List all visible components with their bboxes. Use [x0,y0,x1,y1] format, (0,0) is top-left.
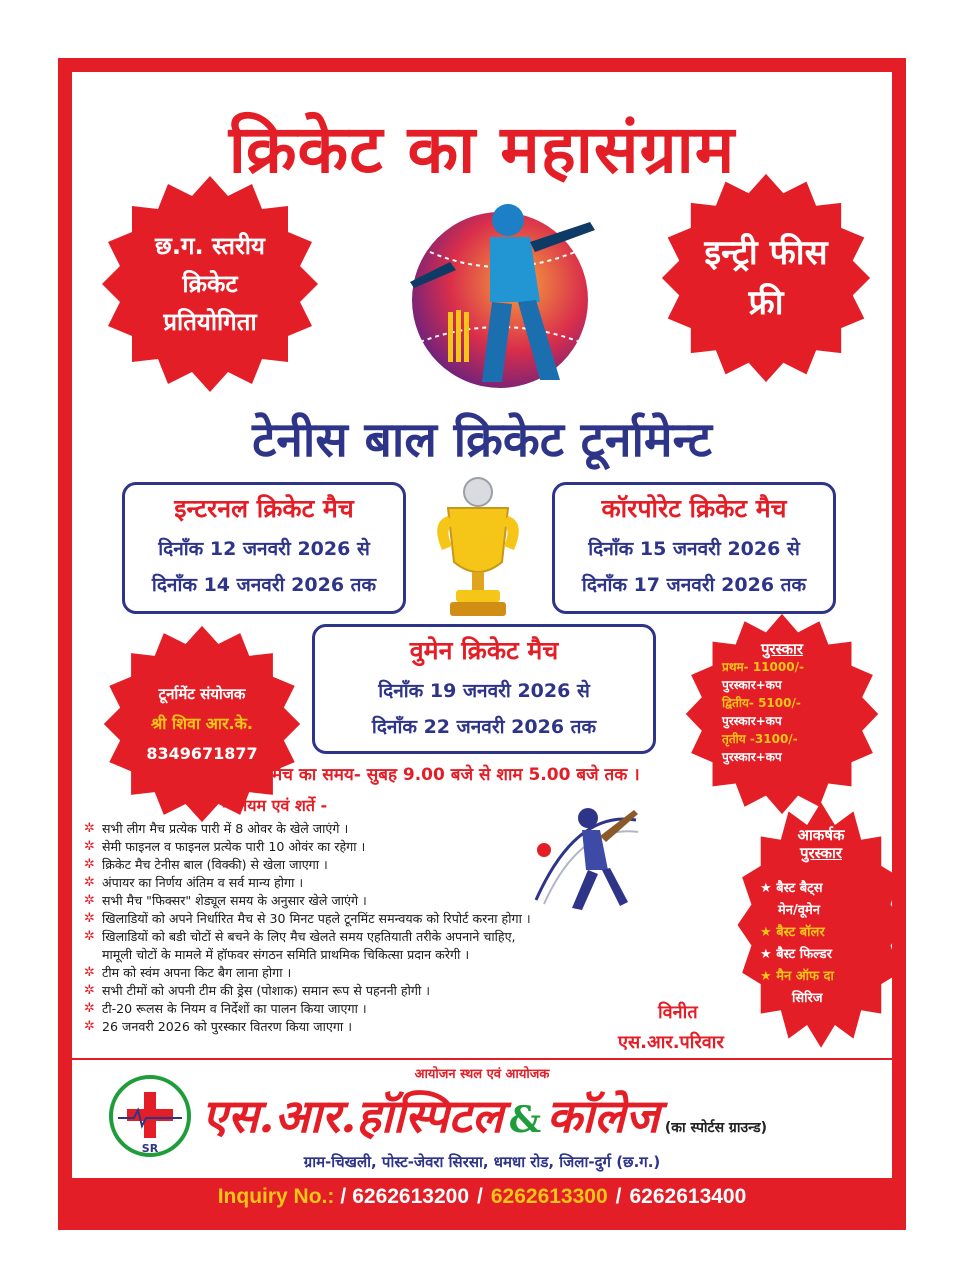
prizes-badge [684,612,880,816]
organizer-phone: 8349671877 [146,744,258,763]
attractive-item: ★ बैस्ट बैट्स [760,881,823,896]
rule-item: मामूली चोटों के मामले में हॉफवर संगठन समिति प्राथमिक चिकित्सा प्रदान करेगी । [102,947,470,962]
rule-item: ✲ सभी टीमों को अपनी टीम की ड्रेस (पोशाक) समान रूप से पहननी होगी । [84,983,430,998]
inquiry-label: Inquiry No.: [217,1185,335,1208]
inquiry-number-2[interactable]: 6262613300 [490,1185,608,1208]
star-icon: ★ [760,881,777,896]
women-match-from: दिनाँक 19 जनवरी 2026 से [378,680,590,702]
women-match-to: दिनाँक 22 जनवरी 2026 तक [371,716,597,738]
attractive-heading-2: पुरस्कार [799,844,843,862]
entry-fee-line2: फ्री [748,283,784,323]
rule-item: ✲ सभी मैच "फिक्सर" शेड्यूल समय के अनुसार खेले जाएंगे । [84,893,367,908]
rule-item: ✲ अंपायर का निर्णय अंतिम व सर्व मान्य होगा । [84,875,304,890]
corporate-match-box [552,482,836,614]
hospital-name: एस.आर.हॉस्पिटल [202,1089,504,1143]
attractive-item: ★ बैस्ट फिल्डर [760,947,832,962]
prize-first-sub: पुरस्कार+कप [722,678,782,692]
rule-item: ✲ 26 जनवरी 2026 को पुरस्कार वितरण किया जाएगा । [84,1019,352,1034]
prize-third-sub: पुरस्कार+कप [722,750,782,764]
hospital-amp: & [508,1099,542,1141]
inquiry-sep: / [340,1185,347,1208]
batsman-illustration [390,192,610,392]
prizes-heading: पुरस्कार [760,640,804,658]
inquiry-bar [72,1178,892,1216]
internal-match-box [122,482,406,614]
women-match-box [312,624,656,754]
prize-second-sub: पुरस्कार+कप [722,714,782,728]
hospital-suffix: (का स्पोर्टस ग्राउन्ड) [664,1120,768,1136]
attractive-item: मेन/वूमेन [778,903,820,918]
level-badge-line2: क्रिकेट [182,270,238,298]
prize-third: तृतीय -3100/- [722,732,798,746]
hospital-logo [108,1074,192,1158]
prize-second: द्वितीय- 5100/- [722,696,801,710]
footer-divider [72,1058,892,1060]
signoff-label: विनीत [658,1002,698,1023]
inquiry-sep: / [615,1185,622,1208]
corporate-match-from: दिनाँक 15 जनवरी 2026 से [588,538,800,560]
prize-first: प्रथम- 11000/- [722,660,804,674]
hospital-name-row [202,1084,902,1146]
rule-item: ✲ टीम को स्वंम अपना किट बैग लाना होगा । [84,965,292,980]
rule-item: ✲ खिलाडियों को अपने निर्धारित मैच से 30 मिनट पहले टूनमिंट समन्वयक को रिपोर्ट करना होगा । [84,911,531,926]
star-icon: ★ [760,947,777,962]
entry-fee-line1: इन्ट्री फीस [704,233,828,273]
corporate-match-to: दिनाँक 17 जनवरी 2026 तक [581,574,807,596]
hospital-college: कॉलेज [546,1089,660,1143]
inquiry-number-1[interactable]: 6262613200 [352,1185,470,1208]
attractive-item: ★ बैस्ट बॉलर [760,925,825,940]
rule-item: ✲ सेमी फाइनल व फाइनल प्रत्येक पारी 10 ओवंर का रहेगा । [84,839,366,854]
organizer-name: श्री शिवा आर.के. [150,714,254,733]
rule-item: ✲ टी-20 रूलस के नियम व निर्देशों का पालन किया जाएगा । [84,1001,367,1016]
rule-item: ✲ खिलाडियों को बडी चोटों से बचने के लिए मैच खेलते समय एहतियाती तरीके अपनाने चाहिए, [84,929,516,944]
attractive-heading-1: आकर्षक [797,826,845,844]
women-match-heading: वुमेन क्रिकेट मैच [409,636,559,665]
star-icon: ★ [760,925,777,940]
level-badge-line1: छ.ग. स्तरीय [155,232,265,260]
internal-match-to: दिनाँक 14 जनवरी 2026 तक [151,574,377,596]
venue-label: आयोजन स्थल एवं आयोजक [414,1067,550,1082]
batsman-sketch-icon [516,790,646,920]
address: ग्राम-चिखली, पोस्ट-जेवरा सिरसा, धमधा रोड, जिला-दुर्ग (छ.ग.) [303,1153,661,1171]
attractive-prizes-badge [736,800,906,1050]
attractive-item: सिरिज [792,991,823,1006]
poster-frame [58,58,906,1230]
corporate-match-heading: कॉरपोरेट क्रिकेट मैच [601,494,787,523]
match-time: मैच का समय- सुबह 9.00 बजे से शाम 5.00 बजे तक । [272,765,640,785]
internal-match-heading: इन्टरनल क्रिकेट मैच [174,494,354,523]
entry-fee-badge [660,172,872,384]
level-badge-line3: प्रतियोगिता [163,308,257,336]
logo-letters: SR [141,1142,159,1155]
rule-item: ✲ क्रिकेट मैच टेनीस बाल (विक्की) से खेला जाएगा । [84,857,328,872]
rules-heading: - नियम एवं शर्ते - [222,796,328,815]
rule-item: ✲ सभी लीग मैच प्रत्येक पारी में 8 ओवर के खेले जाएंगे । [84,821,349,836]
inquiry-sep: / [477,1185,483,1208]
poster-title: क्रिकेट का महासंग्राम [228,111,736,188]
attractive-item: ★ मैन ऑफ दा [760,969,834,984]
trophy-icon [428,472,528,622]
level-badge [100,174,320,394]
star-icon: ★ [760,969,777,984]
internal-match-from: दिनाँक 12 जनवरी 2026 से [158,538,370,560]
signoff-name: एस.आर.परिवार [618,1032,724,1053]
inquiry-number-3[interactable]: 6262613400 [629,1185,747,1208]
tournament-subtitle: टेनीस बाल क्रिकेट टूर्नामेन्ट [252,412,712,468]
organizer-label: टूर्नामेंट संयोजक [158,685,246,703]
